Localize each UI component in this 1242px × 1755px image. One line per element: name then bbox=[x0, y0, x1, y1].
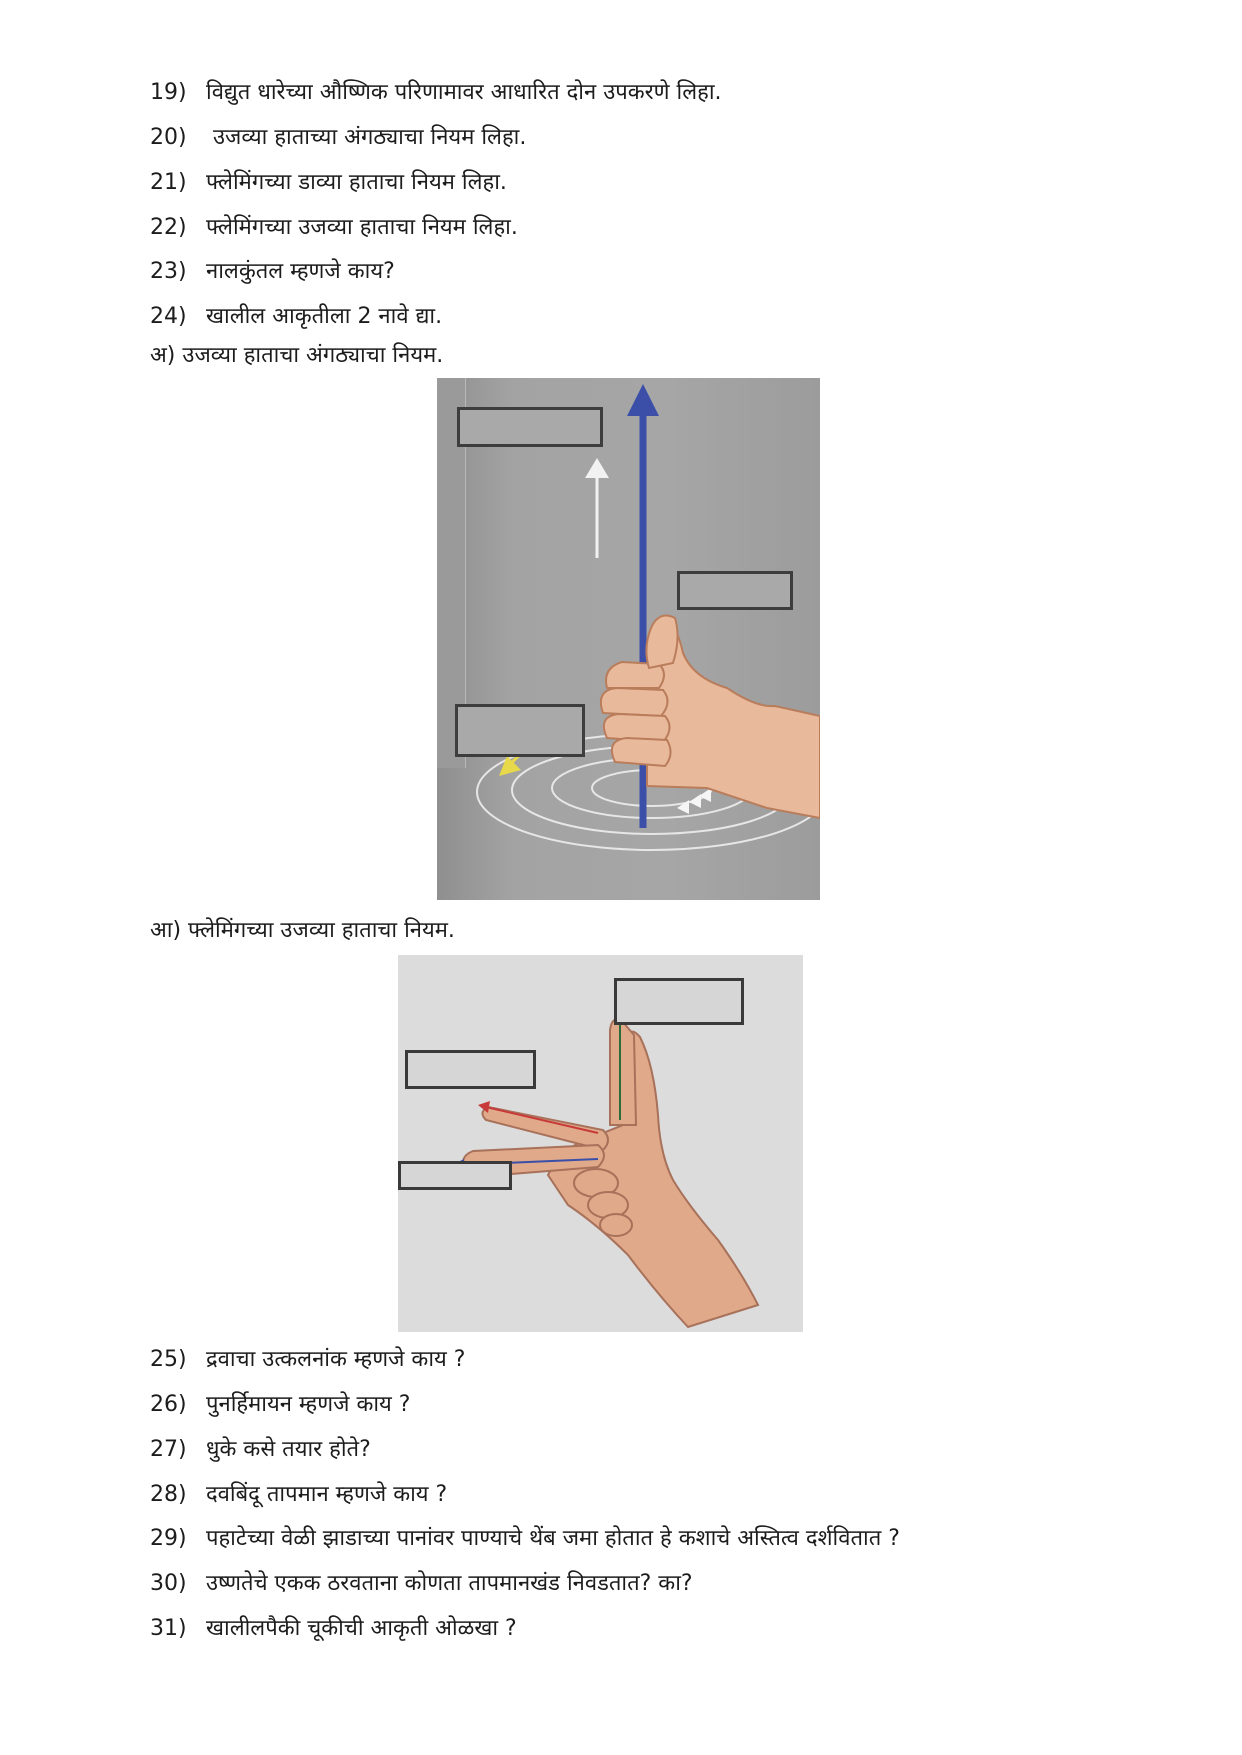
subheading-b: आ) फ्लेमिंगच्या उजव्या हाताचा नियम. bbox=[150, 918, 455, 943]
question-text: फ्लेमिंगच्या उजव्या हाताचा नियम लिहा. bbox=[206, 215, 518, 240]
question-text: पहाटेच्या वेळी झाडाच्या पानांवर पाण्याचे थेंब जमा होतात हे कशाचे अस्तित्व दर्शवितात ? bbox=[206, 1526, 900, 1551]
question-20: 20) उजव्या हाताच्या अंगठ्याचा नियम लिहा. bbox=[150, 125, 527, 150]
current-arrow-head bbox=[585, 458, 609, 478]
label-box-top[interactable] bbox=[614, 978, 744, 1025]
question-21: 21) फ्लेमिंगच्या डाव्या हाताचा नियम लिहा. bbox=[150, 170, 507, 195]
question-text: द्रवाचा उत्कलनांक म्हणजे काय ? bbox=[206, 1347, 466, 1372]
question-19: 19) विद्युत धारेच्या औष्णिक परिणामावर आधारित दोन उपकरणे लिहा. bbox=[150, 80, 722, 105]
label-box-middle[interactable] bbox=[405, 1050, 536, 1089]
question-text: खालील आकृतीला 2 नावे द्या. bbox=[206, 304, 443, 329]
right-hand bbox=[601, 616, 820, 818]
subheading-a: अ) उजव्या हाताचा अंगठ्याचा नियम. bbox=[150, 343, 444, 368]
question-30: 30) उष्णतेचे एकक ठरवताना कोणता तापमानखंड निवडतात? का? bbox=[150, 1571, 693, 1596]
question-text: विद्युत धारेच्या औष्णिक परिणामावर आधारित दोन उपकरणे लिहा. bbox=[206, 80, 722, 105]
question-text: धुके कसे तयार होते? bbox=[206, 1437, 371, 1462]
fleming-right-hand-rule-figure bbox=[398, 955, 803, 1332]
thumb-rule-illustration bbox=[437, 378, 820, 900]
field-arrow-head bbox=[499, 756, 521, 776]
question-26: 26) पुनर्हिमायन म्हणजे काय ? bbox=[150, 1392, 411, 1417]
question-22: 22) फ्लेमिंगच्या उजव्या हाताचा नियम लिहा. bbox=[150, 215, 518, 240]
question-23: 23) नालकुंतल म्हणजे काय? bbox=[150, 259, 395, 284]
question-24: 24) खालील आकृतीला 2 नावे द्या. bbox=[150, 304, 443, 329]
label-box-bottom[interactable] bbox=[398, 1161, 512, 1190]
question-text: दवबिंदू तापमान म्हणजे काय ? bbox=[206, 1482, 448, 1507]
question-27: 27) धुके कसे तयार होते? bbox=[150, 1437, 371, 1462]
label-box-left[interactable] bbox=[455, 704, 585, 757]
label-box-top[interactable] bbox=[457, 407, 603, 447]
question-29: 29) पहाटेच्या वेळी झाडाच्या पानांवर पाण्याचे थेंब जमा होतात हे कशाचे अस्तित्व दर्शवितात ? bbox=[150, 1526, 900, 1551]
question-text: नालकुंतल म्हणजे काय? bbox=[206, 259, 395, 284]
question-28: 28) दवबिंदू तापमान म्हणजे काय ? bbox=[150, 1482, 448, 1507]
wire-arrow-head bbox=[627, 384, 659, 416]
question-text: खालीलपैकी चूकीची आकृती ओळखा ? bbox=[206, 1616, 517, 1641]
question-text: फ्लेमिंगच्या डाव्या हाताचा नियम लिहा. bbox=[206, 170, 507, 195]
question-text: पुनर्हिमायन म्हणजे काय ? bbox=[206, 1392, 411, 1417]
question-text: उजव्या हाताच्या अंगठ्याचा नियम लिहा. bbox=[206, 125, 527, 150]
label-box-right[interactable] bbox=[677, 571, 793, 610]
right-hand-thumb-rule-figure bbox=[437, 378, 820, 900]
question-25: 25) द्रवाचा उत्कलनांक म्हणजे काय ? bbox=[150, 1347, 466, 1372]
question-31: 31) खालीलपैकी चूकीची आकृती ओळखा ? bbox=[150, 1616, 517, 1641]
question-text: उष्णतेचे एकक ठरवताना कोणता तापमानखंड निवडतात? का? bbox=[206, 1571, 693, 1596]
